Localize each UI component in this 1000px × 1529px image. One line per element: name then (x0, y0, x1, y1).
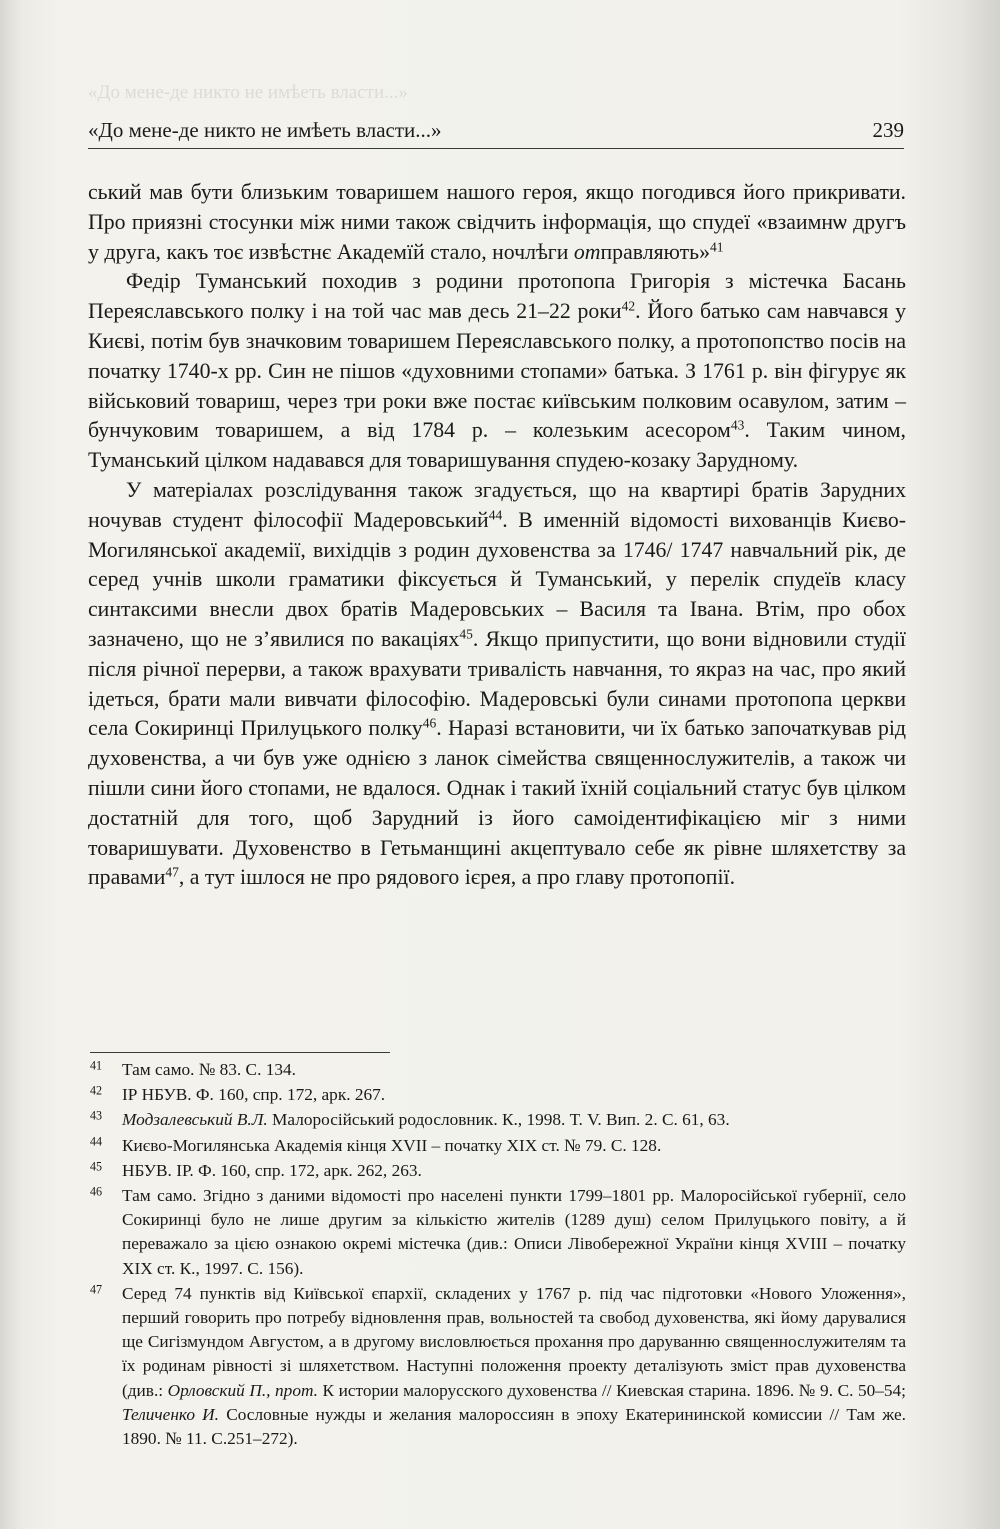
footnote-text: Там само. № 83. С. 134. (122, 1060, 296, 1079)
footnote-number: 44 (90, 1134, 103, 1149)
footnote-ref: 45 (459, 626, 473, 642)
p1-tail: правляють» (600, 239, 711, 264)
header-rule (88, 148, 904, 149)
footnote-text: К истории малорусского духовенства // Киевская старина. 1896. № 9. С. 50–54; (317, 1380, 906, 1400)
p3-text-c: . Якщо припустити, що вони відновили студії після річної перерви, а також врахувати тривалість навчання, то якраз на час, про який ідеться, брати мали вивчати філософію. Мадеровські були синами протопопа церкви села Сокиринці Прилуцького полку (88, 626, 906, 741)
footnote-ref: 41 (710, 239, 724, 255)
footnote-ref: 42 (621, 298, 636, 314)
footnote-number: 43 (90, 1108, 103, 1123)
p3-text-b: . В именній відомості вихованців Києво-Могилянської академії, вихідців з родин духовенства за 1746/ 1747 навчальний рік, де серед учнів школи граматики фіксується й Туманський, у перелік спудеїв класу синтаксими внесли двох братів Мадеровських – Василя та Івана. Втім, про обох зазначено, що не з’явилися по вакаціях (88, 507, 906, 651)
footnote-number: 41 (90, 1058, 103, 1073)
bleed-through-text (88, 82, 408, 104)
footnote-number: 42 (90, 1083, 103, 1098)
footnote-43 (90, 1108, 906, 1132)
p3-text-e: , а тут ішлося не про рядового ієрея, а про главу протопопії. (178, 865, 736, 890)
footnote-ref: 44 (488, 507, 503, 523)
footnote-text: Там само. Згідно з даними відомості про населені пункти 1799–1801 рр. Малоросійської губернії, село Сокиринці було не лише другим за кількістю жителів (1289 душ) селом Прилуцького повіту, а й переважало за цією ознакою окремі містечка (див.: Описи Лівобережної України кінця XVIII – початку XIX ст. К., 1997. С. 156). (122, 1186, 906, 1278)
p3-text-a: У матеріалах розслідування також згадується, що на квартирі братів Зарудних ночував студент філософії Мадеровський (88, 477, 906, 532)
footnote-41 (90, 1058, 906, 1082)
footnote-47 (90, 1282, 907, 1451)
footnote-text: Сословные нужды и желания малороссиян в эпоху Екатерининской комиссии // Там же. 1890. № 11. С.251–272). (122, 1404, 907, 1449)
footnote-44 (90, 1134, 906, 1158)
p1-italic: от (573, 239, 601, 264)
footnote-number: 47 (90, 1282, 103, 1297)
footnote-46 (90, 1184, 906, 1281)
footnote-ref: 47 (165, 864, 179, 880)
footnote-author: Модзалевський В.Л. (122, 1110, 268, 1130)
footnote-text: НБУВ. ІР. Ф. 160, спр. 172, арк. 262, 263. (122, 1160, 422, 1180)
paragraph-1 (88, 178, 906, 267)
p2-text-a: Федір Туманський походив з родини протопопа Григорія з містечка Басань Переяславського полку і на той час мав десь 21–22 роки (88, 269, 906, 324)
footnote-text: Серед 74 пунктів від Київської єпархії, складених у 1767 р. під час підготовки «Нового Уложення», перший говорить про потребу відновлення прав, вольностей та свобод духовенства, які йому дарувалися ще Сигізмундом Августом, а в другому висловлюється прохання про даруванню священнослужителям та їх родинам рівності зі шляхетством. Наступні положення проекту деталізують зміст прав духовенства (див.: (122, 1283, 906, 1400)
footnote-number: 46 (90, 1184, 103, 1199)
footnote-42 (90, 1083, 906, 1107)
footnote-number: 45 (90, 1159, 103, 1174)
p2-text-b: . Його батько сам навчався у Києві, потім був значковим товаришем Переяславського полку, а протопопство посів на початку 1740-х рр. Син не пішов «духовними стопами» батька. З 1761 р. він фігурує як військовий товариш, через три роки вже постає київським полковим осавулом, затим – бунчуковим товаришем, а від 1784 р. – колезьким асесором (88, 299, 907, 443)
footnote-text: ІР НБУВ. Ф. 160, спр. 172, арк. 267. (122, 1085, 386, 1105)
footnote-rule (90, 1052, 390, 1053)
p3-text-d: . Наразі встановити, чи їх батько започаткував рід духовенства, а чи був уже однією з ланок сімейства священнослужителів, а також чи пішли сини його стопами, не вдалося. Однак і такий їхній соціальний статус був цілком достатній для того, щоб Зарудний із його самоідентифікацією міг з ними товаришувати. Духовенство в Гетьманщині акцептувало себе як рівне шляхетству за правами (88, 716, 906, 890)
paragraph-3 (88, 476, 906, 893)
main-text (88, 178, 906, 893)
footnote-ref: 46 (422, 715, 437, 731)
footnote-author: Теличенко И. (122, 1404, 219, 1424)
page-number: 239 (872, 118, 904, 142)
ghost-title: «До мене-де никто не имѣеть власти...» (88, 82, 408, 103)
p2-text-c: . Таким чином, Туманський цілком надавався для товаришування спудею-козаку Зарудному. (88, 418, 907, 473)
footnote-ref: 43 (730, 417, 745, 433)
running-title: «До мене-де никто не имѣеть власти...» (88, 118, 442, 142)
footnotes (90, 1058, 907, 1452)
footnote-text: Малоросійський родословник. К., 1998. Т. V. Вип. 2. С. 61, 63. (267, 1110, 730, 1130)
footnote-45 (90, 1159, 906, 1183)
footnote-text: Києво-Могилянська Академія кінця XVII – початку XIX ст. № 79. С. 128. (122, 1135, 662, 1155)
p1-text: ський мав бути близьким товаришем нашого героя, якщо погодився його прикривати. Про приязні стосунки між ними також свідчить інформація, що спудеї «взаимнѡ другъ у друга, какъ тоє извѣстнє Академїй стало, ночлѣги (88, 180, 906, 264)
paragraph-2 (88, 267, 906, 476)
footnote-author: Орловский П., прот. (167, 1380, 318, 1400)
